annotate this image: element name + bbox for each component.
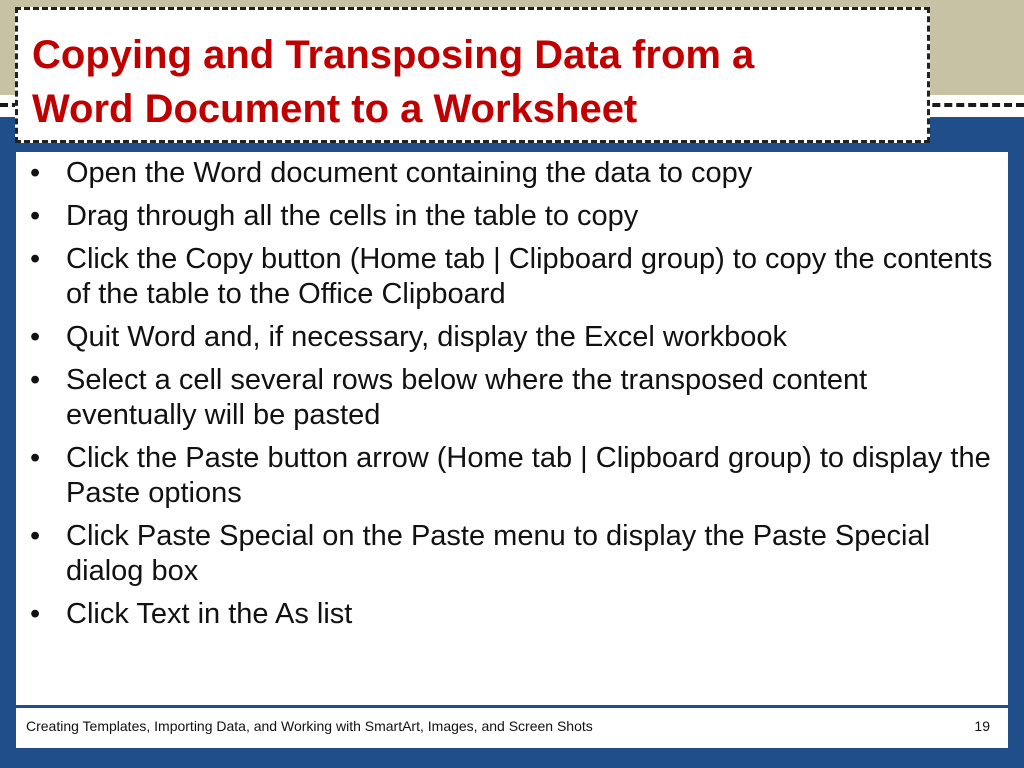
bullet-text: Click Paste Special on the Paste menu to display the Paste Special dialog box [66, 520, 931, 587]
bullet-dot-icon: • [30, 243, 41, 275]
bullet-dot-icon: • [30, 520, 41, 552]
bullet-item [26, 156, 996, 191]
slide-title: Copying and Transposing Data from a Word Document to a Worksheet [32, 33, 755, 131]
page-number: 19 [974, 718, 990, 734]
bullet-dot-icon: • [30, 200, 41, 232]
footer-text: Creating Templates, Importing Data, and Working with SmartArt, Images, and Screen Shots [26, 718, 593, 734]
bullet-dot-icon: • [30, 442, 41, 474]
bullet-item [26, 199, 996, 234]
bullet-list [26, 156, 996, 640]
bullet-dot-icon: • [30, 598, 41, 630]
bullet-item [26, 242, 996, 312]
bullet-text: Open the Word document containing the data to copy [66, 157, 753, 189]
bullet-text: Click the Paste button arrow (Home tab | Clipboard group) to display the Paste options [66, 442, 991, 509]
footer-bar [16, 708, 1008, 748]
bullet-dot-icon: • [30, 364, 41, 396]
content-panel [16, 152, 1008, 705]
bullet-item [26, 441, 996, 511]
bullet-dot-icon: • [30, 157, 41, 189]
bullet-item [26, 363, 996, 433]
bullet-item [26, 597, 996, 632]
title-box [15, 7, 930, 143]
bullet-item [26, 519, 996, 589]
bullet-dot-icon: • [30, 321, 41, 353]
bullet-text: Quit Word and, if necessary, display the Excel workbook [66, 321, 788, 353]
bullet-text: Click the Copy button (Home tab | Clipboard group) to copy the contents of the table to the Office Clipboard [66, 243, 993, 310]
bullet-text: Select a cell several rows below where the transposed content eventually will be pasted [66, 364, 868, 431]
bullet-text: Click Text in the As list [66, 598, 353, 630]
bullet-text: Drag through all the cells in the table to copy [66, 200, 639, 232]
bullet-item [26, 320, 996, 355]
